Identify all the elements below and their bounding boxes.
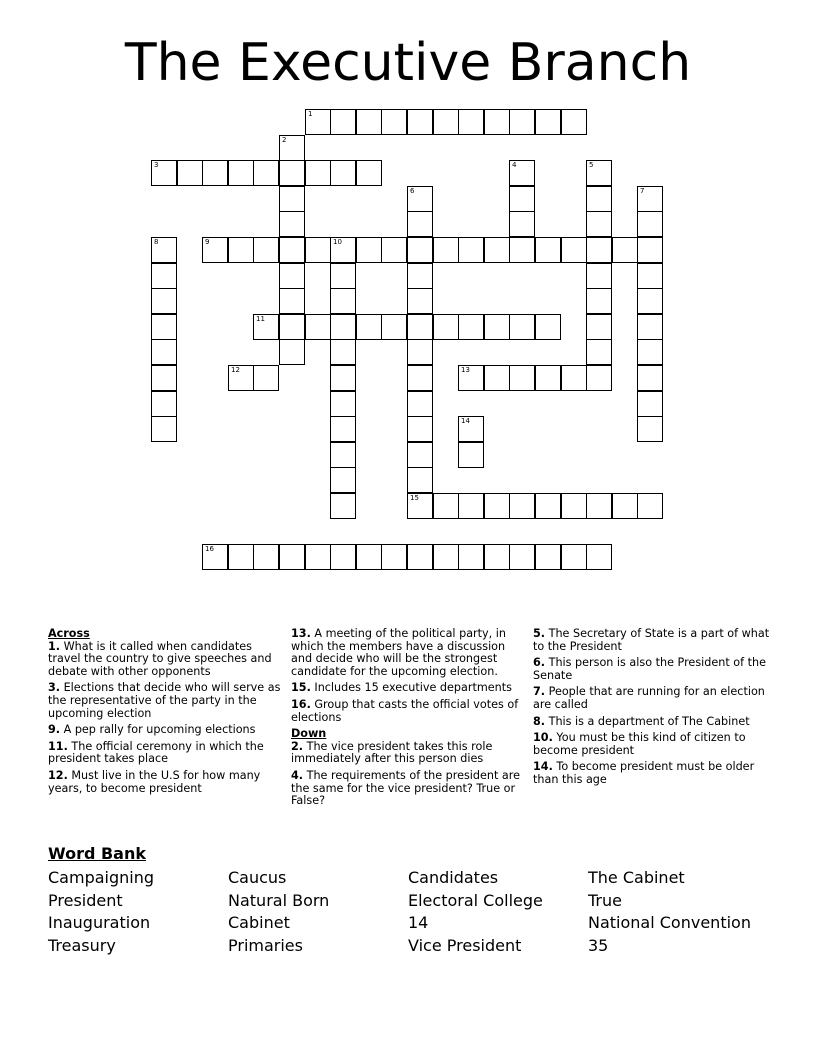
crossword-cell[interactable] bbox=[637, 339, 663, 365]
crossword-cell[interactable] bbox=[151, 416, 177, 442]
clues-column-2 bbox=[291, 628, 529, 812]
cell-number: 1 bbox=[308, 110, 313, 118]
crossword-cell[interactable] bbox=[407, 544, 433, 570]
crossword-cell[interactable] bbox=[561, 544, 587, 570]
word-bank-item: 14 bbox=[408, 913, 429, 933]
crossword-cell[interactable] bbox=[509, 314, 535, 340]
crossword-cell[interactable] bbox=[561, 365, 587, 391]
word-bank-item: Inauguration bbox=[48, 913, 151, 933]
crossword-cell[interactable] bbox=[535, 314, 561, 340]
crossword-cell[interactable] bbox=[305, 109, 331, 135]
crossword-cell[interactable] bbox=[586, 493, 612, 519]
crossword-cell[interactable] bbox=[407, 263, 433, 289]
clue-down-2: 2. The vice president takes this role immediately after this person dies bbox=[291, 739, 493, 766]
crossword-cell[interactable] bbox=[586, 211, 612, 237]
crossword-cell[interactable] bbox=[484, 493, 510, 519]
word-bank-column-1 bbox=[48, 867, 154, 958]
crossword-cell[interactable] bbox=[330, 467, 356, 493]
crossword-cell[interactable] bbox=[535, 237, 561, 263]
crossword-cell[interactable] bbox=[637, 416, 663, 442]
crossword-cell[interactable] bbox=[228, 544, 254, 570]
crossword-cell[interactable] bbox=[458, 365, 484, 391]
clue-across-15: 15. Includes 15 executive departments bbox=[291, 681, 512, 695]
crossword-cell[interactable] bbox=[637, 365, 663, 391]
clue-across-9: 9. A pep rally for upcoming elections bbox=[48, 723, 256, 737]
word-bank-item: Candidates bbox=[408, 868, 499, 887]
crossword-cell[interactable] bbox=[637, 186, 663, 212]
clue-down-10: 10. You must be this kind of citizen to become president bbox=[533, 731, 746, 757]
clues-column-1 bbox=[48, 628, 286, 799]
crossword-cell[interactable] bbox=[561, 237, 587, 263]
crossword-cell[interactable] bbox=[535, 109, 561, 135]
crossword-cell[interactable] bbox=[637, 493, 663, 519]
crossword-cell[interactable] bbox=[279, 186, 305, 212]
crossword-cell[interactable] bbox=[228, 365, 254, 391]
crossword-cell[interactable] bbox=[177, 160, 203, 186]
crossword-cell[interactable] bbox=[279, 288, 305, 314]
crossword-cell[interactable] bbox=[381, 544, 407, 570]
clue-across-3: 3. Elections that decide who will serve as the representative of the party in the upcoming election bbox=[48, 681, 281, 720]
crossword-cell[interactable] bbox=[509, 544, 535, 570]
clue-across-12: 12. Must live in the U.S for how many years, to become president bbox=[48, 768, 261, 795]
crossword-cell[interactable] bbox=[330, 263, 356, 289]
crossword-cell[interactable] bbox=[535, 544, 561, 570]
crossword-cell[interactable] bbox=[407, 314, 433, 340]
cell-number: 7 bbox=[640, 187, 645, 195]
crossword-cell[interactable] bbox=[202, 544, 228, 570]
crossword-cell[interactable] bbox=[407, 442, 433, 468]
crossword-cell[interactable] bbox=[535, 365, 561, 391]
crossword-cell[interactable] bbox=[484, 314, 510, 340]
word-bank-item: The Cabinet bbox=[588, 868, 685, 887]
crossword-cell[interactable] bbox=[279, 544, 305, 570]
word-bank-item: National Convention bbox=[588, 913, 751, 933]
word-bank-item: Caucus bbox=[228, 868, 287, 887]
crossword-cell[interactable] bbox=[586, 288, 612, 314]
crossword-cell[interactable] bbox=[253, 365, 279, 391]
word-bank-item: Primaries bbox=[228, 936, 303, 956]
crossword-cell[interactable] bbox=[407, 493, 433, 519]
crossword-cell[interactable] bbox=[433, 493, 459, 519]
crossword-cell[interactable] bbox=[305, 237, 331, 263]
clue-down-14: 14. To become president must be older than this age bbox=[533, 760, 755, 786]
crossword-cell[interactable] bbox=[330, 493, 356, 519]
crossword-cell[interactable] bbox=[407, 416, 433, 442]
word-bank-item: Electoral College bbox=[408, 890, 543, 910]
crossword-cell[interactable] bbox=[305, 160, 331, 186]
crossword-cell[interactable] bbox=[433, 237, 459, 263]
crossword-cell[interactable] bbox=[586, 237, 612, 263]
crossword-cell[interactable] bbox=[586, 544, 612, 570]
cell-number: 9 bbox=[205, 238, 210, 246]
crossword-cell[interactable] bbox=[381, 314, 407, 340]
word-bank-item: Natural Born bbox=[228, 890, 330, 910]
crossword-cell[interactable] bbox=[330, 109, 356, 135]
cell-number: 3 bbox=[154, 161, 159, 169]
crossword-cell[interactable] bbox=[407, 186, 433, 212]
cell-number: 13 bbox=[461, 366, 470, 374]
crossword-cell[interactable] bbox=[484, 365, 510, 391]
word-bank-column-2 bbox=[228, 867, 329, 958]
crossword-cell[interactable] bbox=[612, 493, 638, 519]
word-bank-item: Vice President bbox=[408, 936, 522, 956]
crossword-cell[interactable] bbox=[637, 237, 663, 263]
crossword-cell[interactable] bbox=[253, 237, 279, 263]
crossword-cell[interactable] bbox=[509, 493, 535, 519]
cell-number: 6 bbox=[410, 187, 415, 195]
crossword-cell[interactable] bbox=[509, 160, 535, 186]
crossword-cell[interactable] bbox=[586, 314, 612, 340]
clues-column-3 bbox=[533, 628, 771, 791]
crossword-cell[interactable] bbox=[407, 365, 433, 391]
cell-number: 5 bbox=[589, 161, 594, 169]
crossword-cell[interactable] bbox=[279, 314, 305, 340]
crossword-cell[interactable] bbox=[279, 237, 305, 263]
crossword-cell[interactable] bbox=[586, 186, 612, 212]
crossword-cell[interactable] bbox=[330, 365, 356, 391]
crossword-cell[interactable] bbox=[228, 160, 254, 186]
crossword-cell[interactable] bbox=[253, 160, 279, 186]
crossword-cell[interactable] bbox=[407, 288, 433, 314]
crossword-cell[interactable] bbox=[535, 493, 561, 519]
page-title: The Executive Branch bbox=[124, 33, 692, 93]
crossword-cell[interactable] bbox=[561, 493, 587, 519]
crossword-cell[interactable] bbox=[561, 109, 587, 135]
crossword-cell[interactable] bbox=[637, 314, 663, 340]
crossword-cell[interactable] bbox=[279, 339, 305, 365]
word-bank-column-3 bbox=[408, 867, 543, 958]
crossword-cell[interactable] bbox=[484, 544, 510, 570]
crossword-cell[interactable] bbox=[356, 160, 382, 186]
crossword-cell[interactable] bbox=[433, 544, 459, 570]
crossword-cell[interactable] bbox=[151, 160, 177, 186]
crossword-cell[interactable] bbox=[330, 314, 356, 340]
clue-down-5: 5. The Secretary of State is a part of what to the President bbox=[533, 627, 770, 653]
crossword-cell[interactable] bbox=[202, 237, 228, 263]
crossword-cell[interactable] bbox=[151, 391, 177, 417]
crossword-cell[interactable] bbox=[509, 186, 535, 212]
crossword-cell[interactable] bbox=[356, 544, 382, 570]
crossword-cell[interactable] bbox=[407, 467, 433, 493]
crossword-cell[interactable] bbox=[612, 237, 638, 263]
word-bank-title: Word Bank bbox=[48, 844, 147, 863]
crossword-cell[interactable] bbox=[458, 416, 484, 442]
crossword-cell[interactable] bbox=[151, 339, 177, 365]
crossword-cell[interactable] bbox=[356, 237, 382, 263]
clue-across-16: 16. Group that casts the official votes of elections bbox=[291, 697, 519, 724]
crossword-cell[interactable] bbox=[458, 237, 484, 263]
crossword-cell[interactable] bbox=[509, 109, 535, 135]
crossword-cell[interactable] bbox=[356, 314, 382, 340]
clue-down-8: 8. This is a department of The Cabinet bbox=[533, 714, 750, 728]
word-bank-item: 35 bbox=[588, 936, 609, 956]
crossword-cell[interactable] bbox=[407, 109, 433, 135]
crossword-cell[interactable] bbox=[151, 365, 177, 391]
crossword-cell[interactable] bbox=[407, 391, 433, 417]
crossword-cell[interactable] bbox=[330, 288, 356, 314]
clue-down-6: 6. This person is also the President of the Senate bbox=[533, 656, 766, 682]
word-bank-item: President bbox=[48, 890, 123, 910]
crossword-cell[interactable] bbox=[637, 391, 663, 417]
down-heading: Down bbox=[291, 727, 327, 741]
cell-number: 12 bbox=[231, 366, 240, 374]
cell-number: 4 bbox=[512, 161, 517, 169]
crossword-cell[interactable] bbox=[433, 314, 459, 340]
clue-across-11: 11. The official ceremony in which the president takes place bbox=[48, 739, 264, 766]
clue-down-4: 4. The requirements of the president are the same for the vice president? True or False? bbox=[291, 768, 521, 808]
crossword-cell[interactable] bbox=[509, 211, 535, 237]
clue-down-7: 7. People that are running for an election are called bbox=[533, 685, 765, 711]
crossword-cell[interactable] bbox=[279, 135, 305, 161]
crossword-cell[interactable] bbox=[330, 160, 356, 186]
across-heading: Across bbox=[48, 627, 90, 640]
cell-number: 8 bbox=[154, 238, 159, 246]
crossword-cell[interactable] bbox=[407, 339, 433, 365]
crossword-cell[interactable] bbox=[458, 314, 484, 340]
crossword-cell[interactable] bbox=[202, 160, 228, 186]
crossword-cell[interactable] bbox=[458, 493, 484, 519]
crossword-cell[interactable] bbox=[228, 237, 254, 263]
word-bank-column-4 bbox=[588, 867, 751, 958]
cell-number: 15 bbox=[410, 494, 419, 502]
cell-number: 11 bbox=[256, 315, 265, 323]
crossword-cell[interactable] bbox=[330, 442, 356, 468]
crossword-cell[interactable] bbox=[433, 109, 459, 135]
crossword-cell[interactable] bbox=[305, 314, 331, 340]
crossword-cell[interactable] bbox=[381, 109, 407, 135]
crossword-cell[interactable] bbox=[151, 314, 177, 340]
crossword-cell[interactable] bbox=[381, 237, 407, 263]
crossword-cell[interactable] bbox=[509, 237, 535, 263]
crossword-cell[interactable] bbox=[484, 237, 510, 263]
crossword-cell[interactable] bbox=[586, 339, 612, 365]
crossword-cell[interactable] bbox=[509, 365, 535, 391]
crossword-cell[interactable] bbox=[586, 160, 612, 186]
crossword-cell[interactable] bbox=[279, 211, 305, 237]
crossword-cell[interactable] bbox=[637, 288, 663, 314]
crossword-cell[interactable] bbox=[253, 314, 279, 340]
crossword-cell[interactable] bbox=[151, 263, 177, 289]
cell-number: 16 bbox=[205, 545, 214, 553]
crossword-cell[interactable] bbox=[458, 109, 484, 135]
crossword-cell[interactable] bbox=[586, 263, 612, 289]
crossword-cell[interactable] bbox=[637, 211, 663, 237]
crossword-cell[interactable] bbox=[484, 109, 510, 135]
cell-number: 2 bbox=[282, 136, 287, 144]
crossword-cell[interactable] bbox=[637, 263, 663, 289]
crossword-cell[interactable] bbox=[330, 416, 356, 442]
crossword-cell[interactable] bbox=[151, 237, 177, 263]
word-bank-item: Cabinet bbox=[228, 913, 290, 933]
crossword-cell[interactable] bbox=[330, 339, 356, 365]
crossword-cell[interactable] bbox=[305, 544, 331, 570]
crossword-cell[interactable] bbox=[330, 237, 356, 263]
word-bank-item: True bbox=[588, 890, 622, 910]
crossword-cell[interactable] bbox=[330, 391, 356, 417]
crossword-cell[interactable] bbox=[253, 544, 279, 570]
crossword-cell[interactable] bbox=[279, 160, 305, 186]
crossword-cell[interactable] bbox=[586, 365, 612, 391]
crossword-cell[interactable] bbox=[407, 237, 433, 263]
crossword-cell[interactable] bbox=[330, 544, 356, 570]
clue-across-1: 1. What is it called when candidates travel the country to give speeches and debate with other opponents bbox=[48, 639, 272, 678]
crossword-cell[interactable] bbox=[356, 109, 382, 135]
cell-number: 10 bbox=[333, 238, 342, 246]
cell-number: 14 bbox=[461, 417, 470, 425]
crossword-cell[interactable] bbox=[458, 544, 484, 570]
crossword-cell[interactable] bbox=[279, 263, 305, 289]
crossword-cell[interactable] bbox=[151, 288, 177, 314]
word-bank-item: Treasury bbox=[48, 936, 116, 956]
crossword-cell[interactable] bbox=[458, 442, 484, 468]
word-bank-item: Campaigning bbox=[48, 868, 155, 887]
clue-across-13: 13. A meeting of the political party, in which the members have a discussion and decide who will be the strongest candidate for the upcoming election. bbox=[291, 627, 506, 678]
crossword-cell[interactable] bbox=[407, 211, 433, 237]
